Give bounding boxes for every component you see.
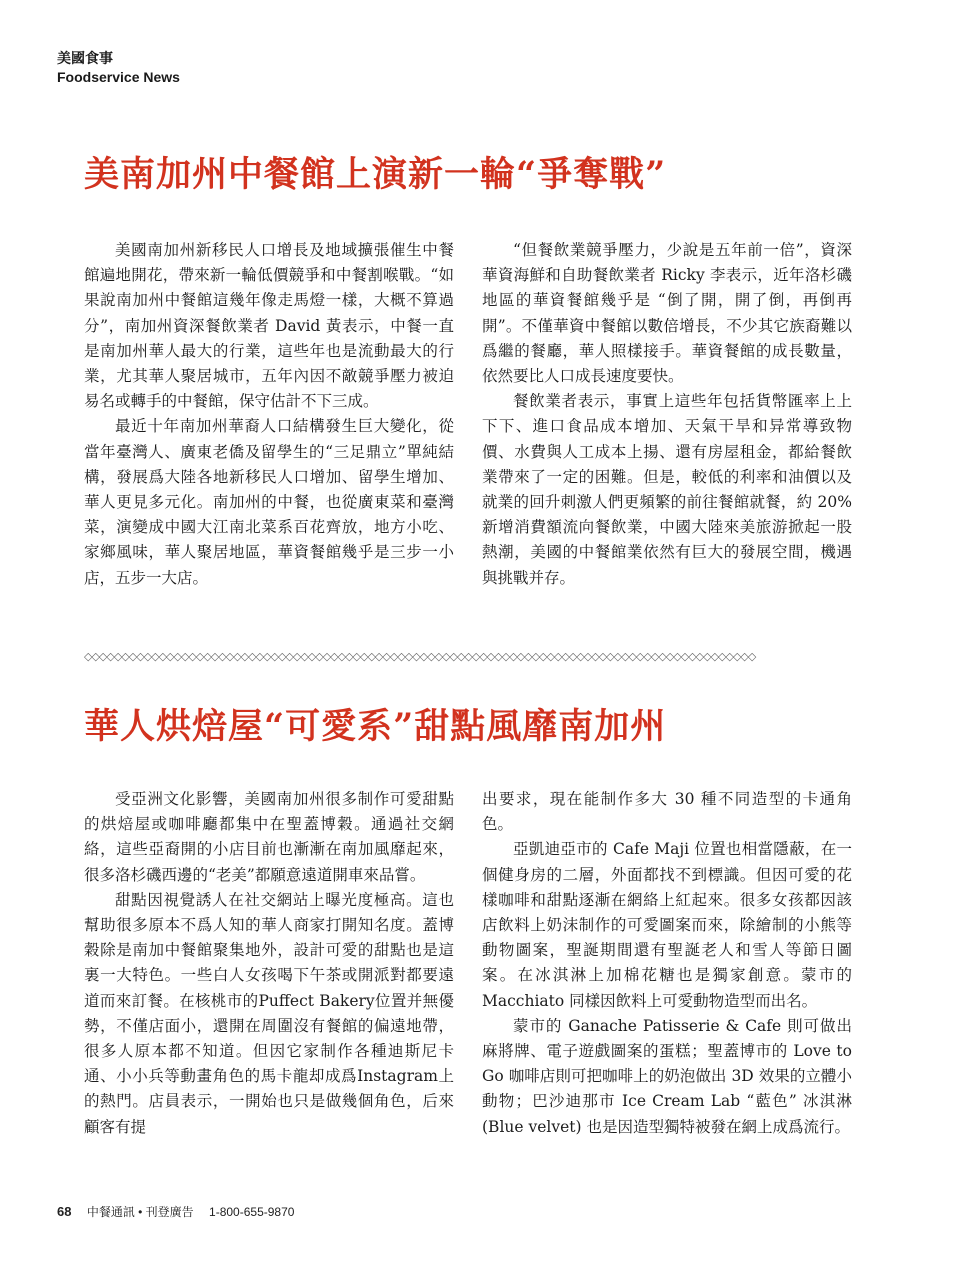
paragraph: 甜點因視覺誘人在社交網站上曝光度極高。這也幫助很多原本不爲人知的華人商家打開知名度。蓋博穀除是南加中餐館聚集地外，設計可愛的甜點也是這裏一大特色。一些白人女孩喝下午茶或開派對都要遠道而來訂餐。在核桃市的Puffect Bakery位置并無優勢，不僅店面小，還開在周圍沒有餐館的偏遠地帶，很多人原本都不知道。但因它家制作各種迪斯尼卡通、小小兵等動畫角色的馬卡龍却成爲Instagram上的熱門。店員表示，一開始也只是做幾個角色，后來顧客有提: [84, 890, 454, 1136]
paragraph: 最近十年南加州華裔人口結構發生巨大變化，從當年臺灣人、廣東老僑及留學生的“三足鼎立”單純結構，發展爲大陸各地新移民人口增加、留學生增加、華人更見多元化。南加州的中餐，也從廣東菜和臺灣菜，演變成中國大江南北菜系百花齊放，地方小吃、家鄉風味，華人聚居地區，華資餐館幾乎是三步一小店，五步一大店。: [84, 417, 454, 587]
article2-left-column: [84, 787, 454, 1140]
paragraph-continuation: 出要求，現在能制作多大 30 種不同造型的卡通角色。: [482, 790, 852, 834]
diamond-divider: ◇◇◇◇◇◇◇◇◇◇◇◇◇◇◇◇◇◇◇◇◇◇◇◇◇◇◇◇◇◇◇◇◇◇◇◇◇◇◇◇◇◇◇◇◇◇◇◇◇◇◇◇◇◇◇◇◇◇◇◇◇◇◇◇◇◇◇◇◇◇◇◇◇◇◇◇◇◇◇◇◇◇◇◇◇◇◇◇◇◇: [84, 651, 756, 663]
running-header: [57, 50, 180, 86]
paragraph: 餐飲業者表示，事實上這些年包括貨幣匯率上上下下、進口食品成本增加、天氣干旱和异常導致物價、水費與人工成本上揚、還有房屋租金，都給餐飲業帶來了一定的困難。但是，較低的利率和油價以及就業的回升刺激人們更頻繁的前往餐館就餐，約 20% 新增消費額流向餐飲業，中國大陸來美旅游掀起一股熱潮，美國的中餐館業依然有巨大的發展空間，機遇與挑戰并存。: [482, 392, 852, 587]
article1-left-column: [84, 238, 454, 591]
header-english: Foodservice News: [57, 69, 180, 85]
header-chinese: 美國食事: [57, 51, 113, 67]
article1-title: 美南加州中餐館上演新一輪“爭奪戰”: [84, 154, 667, 195]
footer-phone: 1-800-655-9870: [209, 1205, 295, 1219]
paragraph: “但餐飲業競爭壓力，少說是五年前一倍”，資深華資海鮮和自助餐飲業者 Ricky 李表示，近年洛杉磯地區的華資餐館幾乎是 “倒了開，開了倒，再倒再開”。不僅華資中餐館以數倍增長，不少其它族裔難以爲繼的餐廳，華人照樣接手。華資餐館的成長數量，依然要比人口成長速度要快。: [482, 241, 852, 386]
footer-text: 中餐通訊 • 刊登廣告: [86, 1205, 194, 1219]
paragraph: 美國南加州新移民人口增長及地域擴張催生中餐館遍地開花，帶來新一輪低價競爭和中餐割喉戰。“如果說南加州中餐館這幾年像走馬燈一樣，大概不算過分”，南加州資深餐飲業者 David 黃表示，中餐一直是南加州華人最大的行業，這些年也是流動最大的行業，尤其華人聚居城市，五年內因不敵競爭壓力被迫易名或轉手的中餐館，保守估計不下三成。: [84, 241, 454, 411]
article2-right-column: [482, 787, 852, 1140]
article2-title: 華人烘焙屋“可愛系”甜點風靡南加州: [84, 706, 667, 747]
paragraph: 亞凱迪亞市的 Cafe Maji 位置也相當隱蔽，在一個健身房的二層，外面都找不到標識。但因可愛的花樣咖啡和甜點逐漸在網絡上紅起來。很多女孩都因該店飲料上奶沫制作的可愛圖案而來，除繪制的小熊等動物圖案，聖誕期間還有聖誕老人和雪人等節日圖案。在冰淇淋上加棉花糖也是獨家創意。蒙市的 Macchiato 同樣因飲料上可愛動物造型而出名。: [482, 840, 852, 1010]
article1-right-column: [482, 238, 852, 591]
page-number: 68: [57, 1204, 72, 1219]
page-footer: [57, 1203, 294, 1220]
paragraph: 蒙市的 Ganache Patisserie & Cafe 則可做出麻將牌、電子遊戲圖案的蛋糕；聖蓋博市的 Love to Go 咖啡店則可把咖啡上的奶泡做出 3D 效果的立體小動物；巴沙迪那市 Ice Cream Lab “藍色” 冰淇淋 (Blue velvet) 也是因造型獨特被發在網上成爲流行。: [482, 1016, 852, 1136]
paragraph: 受亞洲文化影響，美國南加州很多制作可愛甜點的烘焙屋或咖啡廳都集中在聖蓋博穀。通過社交網絡，這些亞裔開的小店目前也漸漸在南加風靡起來，很多洛杉磯西邊的“老美”都願意遠道開車來品嘗。: [84, 790, 454, 884]
